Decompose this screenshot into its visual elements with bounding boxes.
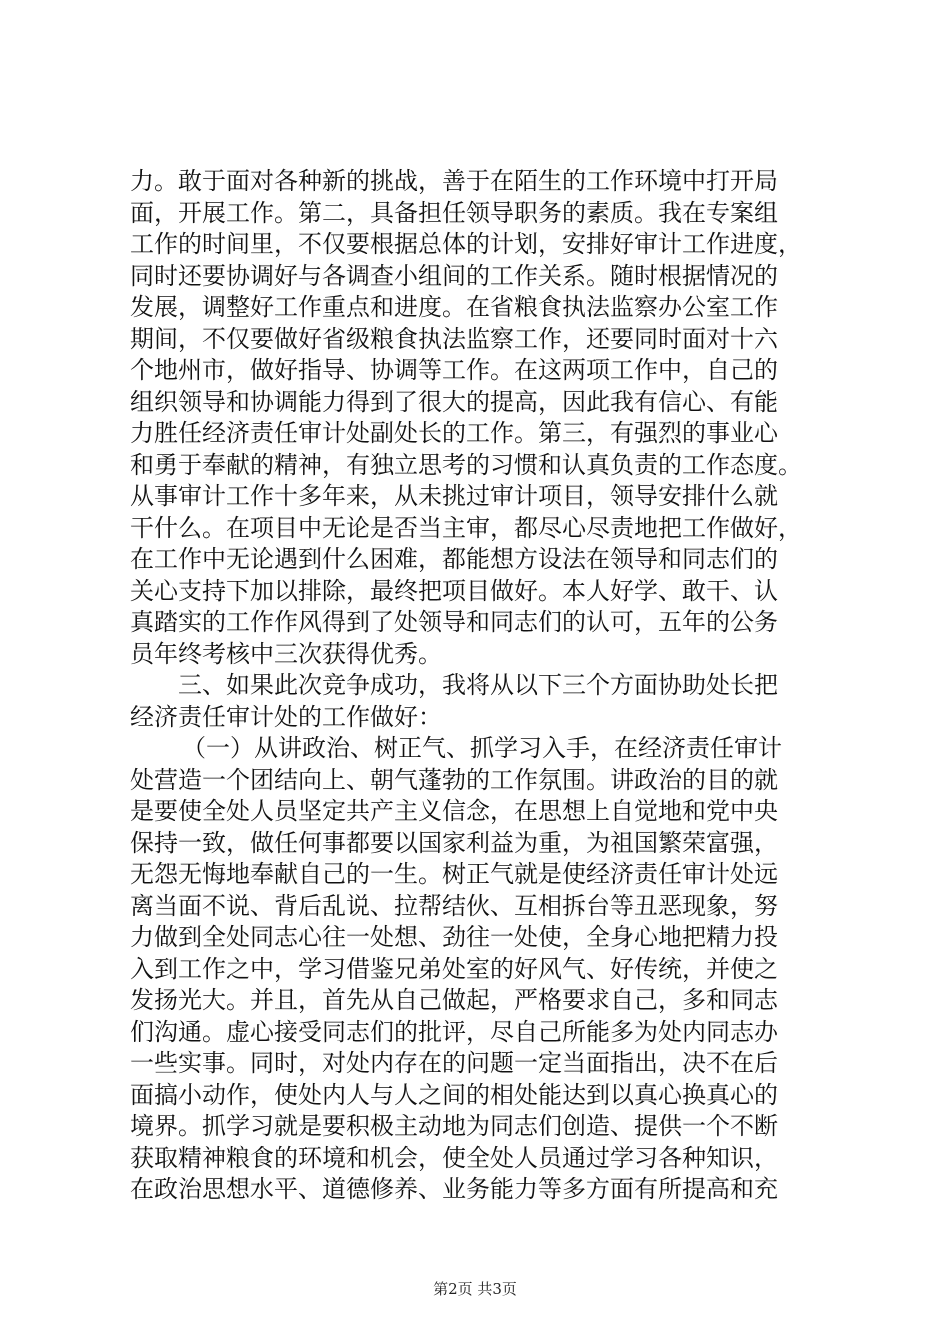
text-line: 从事审计工作十多年来，从未挑过审计项目，领导安排什么就: [130, 482, 778, 510]
text-line: 处营造一个团结向上、朝气蓬勃的工作氛围。讲政治的目的就: [130, 765, 778, 794]
text-line: 期间，不仅要做好省级粮食执法监察工作，还要同时面对十六: [130, 324, 778, 353]
text-line: 一些实事。同时，对处内存在的问题一定当面指出，决不在后: [130, 1049, 778, 1077]
text-line: 个地州市，做好指导、协调等工作。在这两项工作中，自己的: [130, 356, 778, 384]
page-number-footer: 第2页 共3页: [433, 1280, 517, 1298]
text-line: 们沟通。虚心接受同志们的批评，尽自己所能多为处内同志办: [130, 1017, 778, 1046]
text-line: 面搞小动作，使处内人与人之间的相处能达到以真心换真心的: [130, 1080, 778, 1109]
text-line: 干什么。在项目中无论是否当主审，都尽心尽责地把工作做好，: [130, 513, 802, 542]
text-line: 员年终考核中三次获得优秀。: [130, 639, 442, 668]
text-line: 境界。抓学习就是要积极主动地为同志们创造、提供一个不断: [130, 1112, 778, 1140]
text-line: 经济责任审计处的工作做好：: [130, 702, 442, 731]
subsection-heading-line: （一）从讲政治、树正气、抓学习入手，在经济责任审计: [182, 734, 782, 762]
text-line: 和勇于奉献的精神，有独立思考的习惯和认真负责的工作态度。: [130, 450, 802, 479]
body-text: [130, 166, 830, 1206]
text-line: 真踏实的工作作风得到了处领导和同志们的认可，五年的公务: [130, 608, 778, 636]
text-line: 关心支持下加以排除，最终把项目做好。本人好学、敢干、认: [130, 576, 778, 605]
text-line: 发展，调整好工作重点和进度。在省粮食执法监察办公室工作: [130, 293, 778, 321]
text-line: 面，开展工作。第二，具备担任领导职务的素质。我在专案组: [130, 198, 778, 227]
text-line: 力胜任经济责任审计处副处长的工作。第三，有强烈的事业心: [130, 419, 778, 447]
text-line: 组织领导和协调能力得到了很大的提高，因此我有信心、有能: [130, 387, 778, 416]
text-line: 是要使全处人员坚定共产主义信念，在思想上自觉地和党中央: [130, 797, 778, 825]
text-line: 获取精神粮食的环境和机会，使全处人员通过学习各种知识，: [130, 1143, 778, 1172]
text-line: 发扬光大。并且，首先从自己做起，严格要求自己，多和同志: [130, 986, 778, 1014]
text-line: 保持一致，做任何事都要以国家利益为重，为祖国繁荣富强，: [130, 828, 778, 857]
text-line: 力做到全处同志心往一处想、劲往一处使，全身心地把精力投: [130, 923, 778, 951]
text-line: 力。敢于面对各种新的挑战，善于在陌生的工作环境中打开局: [130, 167, 778, 195]
section-heading-line: 三、如果此次竞争成功，我将从以下三个方面协助处长把: [178, 671, 778, 699]
text-line: 在工作中无论遇到什么困难，都能想方设法在领导和同志们的: [130, 545, 778, 573]
text-line: 离当面不说、背后乱说、拉帮结伙、互相拆台等丑恶现象，努: [130, 891, 778, 920]
text-line: 同时还要协调好与各调查小组间的工作关系。随时根据情况的: [130, 261, 778, 290]
text-line: 工作的时间里，不仅要根据总体的计划，安排好审计工作进度，: [130, 230, 802, 258]
text-line: 在政治思想水平、道德修养、业务能力等多方面有所提高和充: [130, 1175, 778, 1203]
text-line: 无怨无悔地奉献自己的一生。树正气就是使经济责任审计处远: [130, 860, 778, 888]
text-line: 入到工作之中，学习借鉴兄弟处室的好风气、好传统，并使之: [130, 954, 778, 983]
